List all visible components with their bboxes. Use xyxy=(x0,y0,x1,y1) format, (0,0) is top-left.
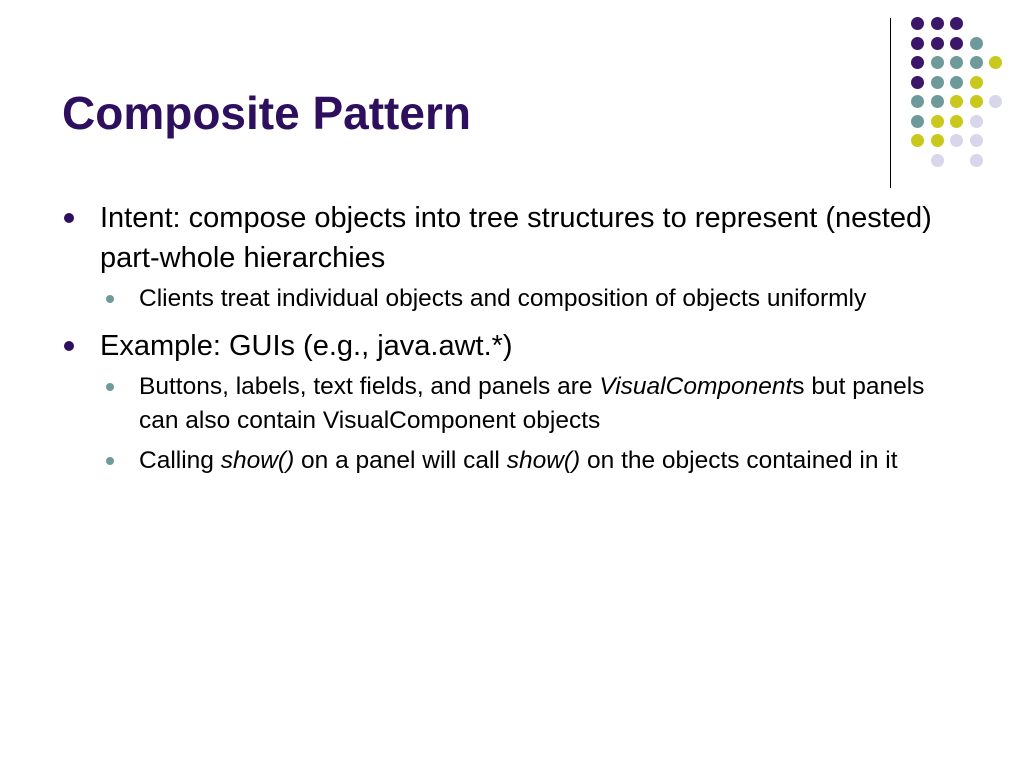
clients-text: Clients treat individual objects and composition of objects uniformly xyxy=(139,285,867,312)
decorative-dot xyxy=(970,95,983,108)
secondary-bullet-icon xyxy=(106,295,114,303)
decorative-dot xyxy=(950,95,963,108)
slide-title: Composite Pattern xyxy=(62,87,471,139)
decorative-dot xyxy=(931,17,944,30)
decorative-dot xyxy=(931,115,944,128)
sub-bullet-buttons xyxy=(62,370,962,438)
decorative-dot xyxy=(911,37,924,50)
decorative-dot xyxy=(911,95,924,108)
visualcomponent-italic: VisualComponent xyxy=(599,373,793,400)
decorative-dot xyxy=(950,115,963,128)
decorative-dot xyxy=(989,56,1002,69)
decorative-dot xyxy=(989,95,1002,108)
vertical-divider xyxy=(890,18,891,188)
show-italic-2: show() xyxy=(506,447,581,474)
decorative-dot xyxy=(931,37,944,50)
decorative-dot xyxy=(911,134,924,147)
decorative-dot xyxy=(911,76,924,89)
decorative-dot xyxy=(970,56,983,69)
decorative-dot xyxy=(911,56,924,69)
calling-text-2: on a panel will call xyxy=(294,447,507,474)
primary-bullet-icon xyxy=(64,341,74,351)
decorative-dot xyxy=(970,37,983,50)
decorative-dot xyxy=(931,154,944,167)
example-text: Example: GUIs (e.g., java.awt.*) xyxy=(100,330,513,362)
buttons-text-end: s but panels can also contain VisualComponent objects xyxy=(139,373,925,434)
decorative-dot xyxy=(970,134,983,147)
intent-text: Intent: compose objects into tree structures to represent (nested) part-whole hierarchies xyxy=(100,202,932,274)
decorative-dot xyxy=(950,76,963,89)
bullet-intent xyxy=(62,198,962,278)
decorative-dot xyxy=(911,17,924,30)
decorative-dot xyxy=(950,37,963,50)
show-italic-1: show() xyxy=(220,447,295,474)
decorative-dot xyxy=(950,17,963,30)
decorative-dot xyxy=(931,134,944,147)
calling-text-1: Calling xyxy=(139,447,221,474)
slide-body xyxy=(62,198,962,484)
decorative-dot xyxy=(931,56,944,69)
decorative-dot xyxy=(931,95,944,108)
primary-bullet-icon xyxy=(64,213,74,223)
calling-text-3: on the objects contained in it xyxy=(580,447,898,474)
sub-bullet-clients xyxy=(62,282,962,316)
decorative-dot xyxy=(931,76,944,89)
decorative-dot xyxy=(970,76,983,89)
decorative-dot xyxy=(911,115,924,128)
sub-bullet-calling xyxy=(62,444,962,478)
secondary-bullet-icon xyxy=(106,383,114,391)
decorative-dot xyxy=(970,115,983,128)
secondary-bullet-icon xyxy=(106,457,114,465)
buttons-text-start: Buttons, labels, text fields, and panels are xyxy=(139,373,600,400)
decorative-dot xyxy=(950,134,963,147)
decorative-dot xyxy=(970,154,983,167)
decorative-dot xyxy=(950,56,963,69)
bullet-example xyxy=(62,326,962,366)
